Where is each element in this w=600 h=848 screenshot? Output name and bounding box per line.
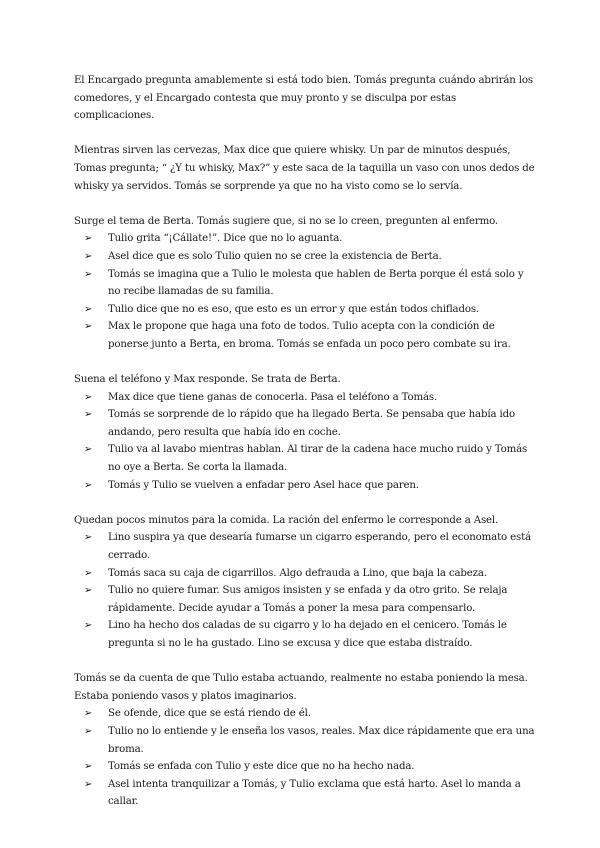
bullet-text: Max dice que tiene ganas de conocerla. Pasa el teléfono a Tomás. [108, 391, 438, 403]
bullet-item [74, 723, 536, 758]
paragraph: Quedan pocos minutos para la comida. La ración del enfermo le corresponde a Asel. [74, 514, 499, 526]
bullet-item [74, 389, 536, 407]
arrow-bullet-icon: ➢ [84, 620, 93, 632]
arrow-bullet-icon: ➢ [84, 778, 93, 790]
bullet-item [74, 565, 536, 583]
arrow-bullet-icon: ➢ [84, 303, 93, 315]
arrow-bullet-icon: ➢ [84, 268, 93, 280]
paragraph: Mientras sirven las cervezas, Max dice que quiere whisky. Un par de minutos después, Tomas pregunta; “ ¿Y tu whisky, Max?” y este saca de la taquilla un vaso con unos dedos de whisky ya servidos. Tomás se sorprende ya que no ha visto como se lo servía. [74, 145, 535, 192]
bullet-item [74, 318, 536, 353]
bullet-item [74, 266, 536, 301]
section-4 [74, 371, 536, 494]
section-1 [74, 72, 536, 125]
bullet-text: Tomás saca su caja de cigarrillos. Algo defrauda a Lino, que baja la cabeza. [108, 567, 487, 579]
bullet-text: Asel intenta tranquilizar a Tomás, y Tulio exclama que está harto. Asel lo manda a callar. [108, 778, 521, 808]
bullet-text: Asel dice que es solo Tulio quien no se cree la existencia de Berta. [108, 250, 442, 262]
bullet-text: Tomás se sorprende de lo rápido que ha llegado Berta. Se pensaba que había ido andando, pero resulta que había ido en coche. [108, 409, 515, 438]
arrow-bullet-icon: ➢ [84, 321, 93, 333]
arrow-bullet-icon: ➢ [84, 391, 93, 403]
bullet-item [74, 230, 536, 248]
arrow-bullet-icon: ➢ [84, 725, 93, 737]
arrow-bullet-icon: ➢ [84, 708, 93, 720]
paragraph: El Encargado pregunta amablemente si está todo bien. Tomás pregunta cuándo abrirán los comedores, y el Encargado contesta que muy pronto y se disculpa por estas complicaciones. [74, 75, 533, 122]
bullet-list [74, 529, 536, 652]
bullet-item [74, 529, 536, 564]
bullet-item [74, 617, 536, 652]
bullet-item [74, 301, 536, 319]
arrow-bullet-icon: ➢ [84, 585, 93, 597]
arrow-bullet-icon: ➢ [84, 532, 93, 544]
bullet-list [74, 230, 536, 353]
bullet-list [74, 705, 536, 811]
section-2 [74, 142, 536, 195]
bullet-item [74, 758, 536, 776]
paragraph: Tomás se da cuenta de que Tulio estaba actuando, realmente no estaba poniendo la mesa. Estaba poniendo vasos y platos imaginarios. [74, 673, 528, 702]
bullet-item [74, 705, 536, 723]
bullet-item [74, 406, 536, 441]
bullet-item [74, 248, 536, 266]
bullet-list [74, 389, 536, 495]
section-3 [74, 213, 536, 354]
paragraph: Surge el tema de Berta. Tomás sugiere que, si no se lo creen, pregunten al enfermo. [74, 215, 498, 227]
arrow-bullet-icon: ➢ [84, 444, 93, 456]
bullet-text: Tulio va al lavabo mientras hablan. Al tirar de la cadena hace mucho ruido y Tomás no oye a Berta. Se corta la llamada. [108, 444, 528, 474]
bullet-text: Tulio dice que no es eso, que esto es un error y que están todos chiflados. [108, 303, 479, 315]
bullet-text: Tulio no quiere fumar. Sus amigos insisten y se enfada y da otro grito. Se relaja rápidamente. Decide ayudar a Tomás a poner la mesa para compensarlo. [108, 585, 508, 614]
arrow-bullet-icon: ➢ [84, 567, 93, 579]
bullet-text: Se ofende, dice que se está riendo de él. [108, 708, 311, 720]
bullet-item [74, 776, 536, 811]
bullet-text: Tulio no lo entiende y le enseña los vasos, reales. Max dice rápidamente que era una broma. [108, 725, 535, 755]
arrow-bullet-icon: ➢ [84, 409, 93, 421]
bullet-text: Tomás y Tulio se vuelven a enfadar pero Asel hace que paren. [108, 479, 419, 491]
section-6 [74, 670, 536, 811]
arrow-bullet-icon: ➢ [84, 479, 93, 491]
bullet-text: Lino ha hecho dos caladas de su cigarro y lo ha dejado en el cenicero. Tomás le pregunta si no le ha gustado. Lino se excusa y dice que estaba distraído. [108, 620, 507, 649]
bullet-item [74, 477, 536, 495]
document-page [74, 72, 536, 829]
paragraph: Suena el teléfono y Max responde. Se trata de Berta. [74, 374, 341, 386]
arrow-bullet-icon: ➢ [84, 233, 93, 245]
bullet-item [74, 441, 536, 476]
section-5 [74, 512, 536, 653]
bullet-text: Tomás se enfada con Tulio y este dice que no ha hecho nada. [108, 761, 415, 773]
bullet-text: Tulio grita “¡Cállate!”. Dice que no lo aguanta. [108, 233, 343, 245]
bullet-text: Tomás se imagina que a Tulio le molesta que hablen de Berta porque él está solo y no recibe llamadas de su familia. [108, 268, 524, 298]
bullet-text: Lino suspira ya que desearía fumarse un cigarro esperando, pero el economato está cerrado. [108, 532, 531, 562]
bullet-text: Max le propone que haga una foto de todos. Tulio acepta con la condición de ponerse junto a Berta, en broma. Tomás se enfada un poco pero combate su ira. [108, 321, 511, 350]
bullet-item [74, 582, 536, 617]
arrow-bullet-icon: ➢ [84, 250, 93, 262]
arrow-bullet-icon: ➢ [84, 761, 93, 773]
